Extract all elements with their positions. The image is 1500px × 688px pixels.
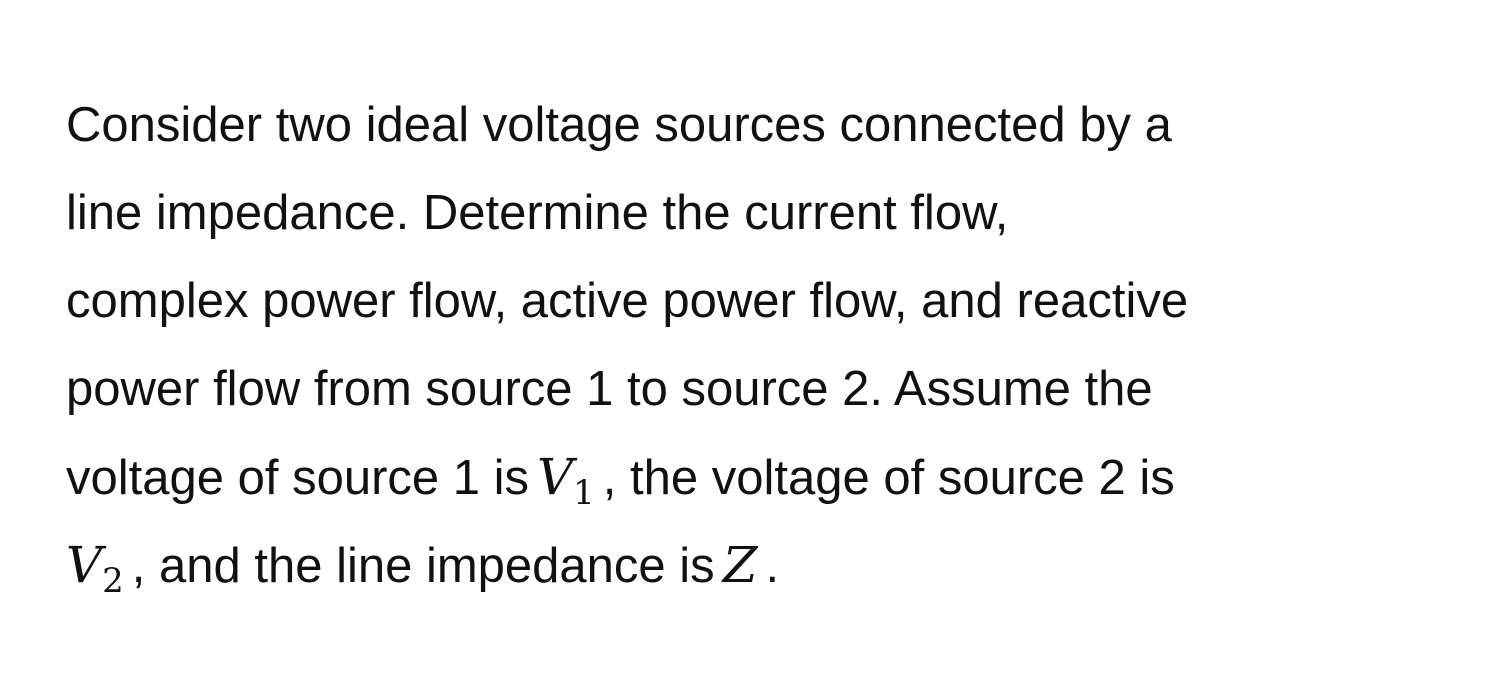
v1-math — [537, 448, 595, 513]
question-line-5 — [66, 433, 1446, 521]
line5-text-after: , the voltage of source 2 is — [602, 451, 1175, 505]
v1-subscript: 1 — [573, 473, 595, 513]
question-line-4: power flow from source 1 to source 2. Assume the — [66, 362, 1153, 416]
question-line-1: Consider two ideal voltage sources connected by a — [66, 98, 1172, 152]
question-line-2: line impedance. Determine the current flow, — [66, 186, 1009, 240]
line6-text-end: . — [765, 539, 780, 593]
v2-symbol: V — [66, 536, 103, 594]
v2-math — [66, 536, 124, 601]
question-text — [66, 81, 1446, 609]
v1-symbol: V — [537, 448, 574, 506]
z-math — [723, 536, 758, 594]
question-line-3: complex power flow, active power flow, and reactive — [66, 274, 1189, 328]
line6-text-mid: , and the line impedance is — [131, 539, 715, 593]
v2-subscript: 2 — [102, 561, 124, 601]
question-line-6 — [66, 521, 1446, 609]
z-symbol: Z — [722, 536, 758, 594]
line5-text-before: voltage of source 1 is — [66, 451, 530, 505]
